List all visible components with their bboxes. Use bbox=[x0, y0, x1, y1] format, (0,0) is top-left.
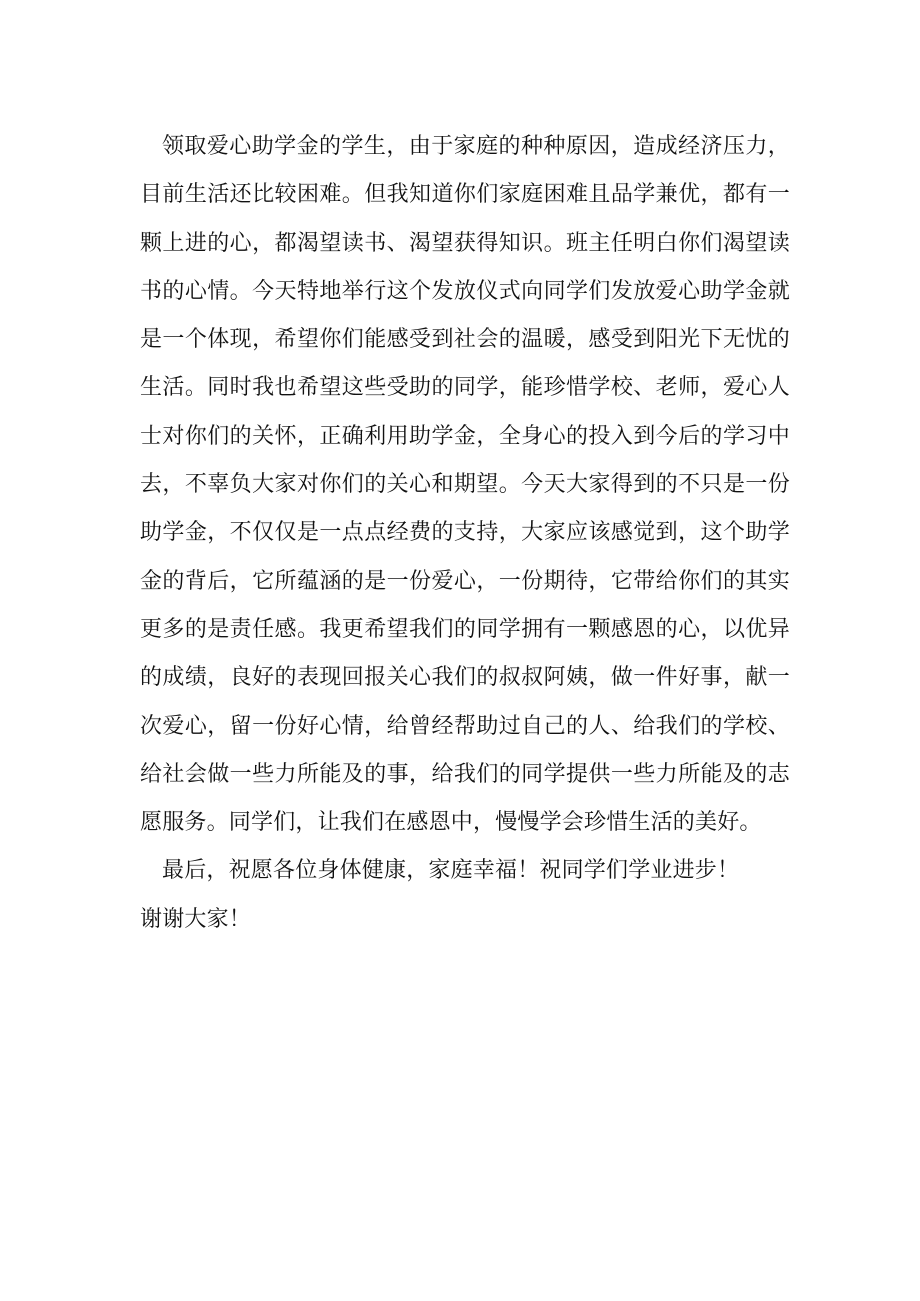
body-paragraph-wishes: 最后，祝愿各位身体健康，家庭幸福！祝同学们学业进步！ bbox=[162, 858, 740, 884]
body-paragraph-main: 领取爱心助学金的学生，由于家庭的种种原因，造成经济压力，目前生活还比较困难。但我知道你们家庭困难且品学兼优，都有一颗上进的心，都渴望读书、渴望获得知识。班主任明白你们渴望读书的心情。今天特地举行这个发放仪式向同学们发放爱心助学金就是一个体现，希望你们能感受到社会的温暖，感受到阳光下无忧的生活。同时我也希望这些受助的同学，能珍惜学校、老师，爱心人士对你们的关怀，正确利用助学金，全身心的投入到今后的学习中去，不辜负大家对你们的关心和期望。今天大家得到的不只是一份助学金，不仅仅是一点点经费的支持，大家应该感觉到，这个助学金的背后，它所蕴涵的是一份爱心，一份期待，它带给你们的其实更多的是责任感。我更希望我们的同学拥有一颗感恩的心，以优异的成绩，良好的表现回报关心我们的叔叔阿姨，做一件好事，献一次爱心，留一份好心情，给曾经帮助过自己的人、给我们的学校、给社会做一些力所能及的事，给我们的同学提供一些力所能及的志愿服务。同学们，让我们在感恩中，慢慢学会珍惜生活的美好。 bbox=[140, 134, 790, 836]
document-body bbox=[140, 123, 790, 944]
closing-thanks: 谢谢大家！ bbox=[140, 906, 252, 932]
